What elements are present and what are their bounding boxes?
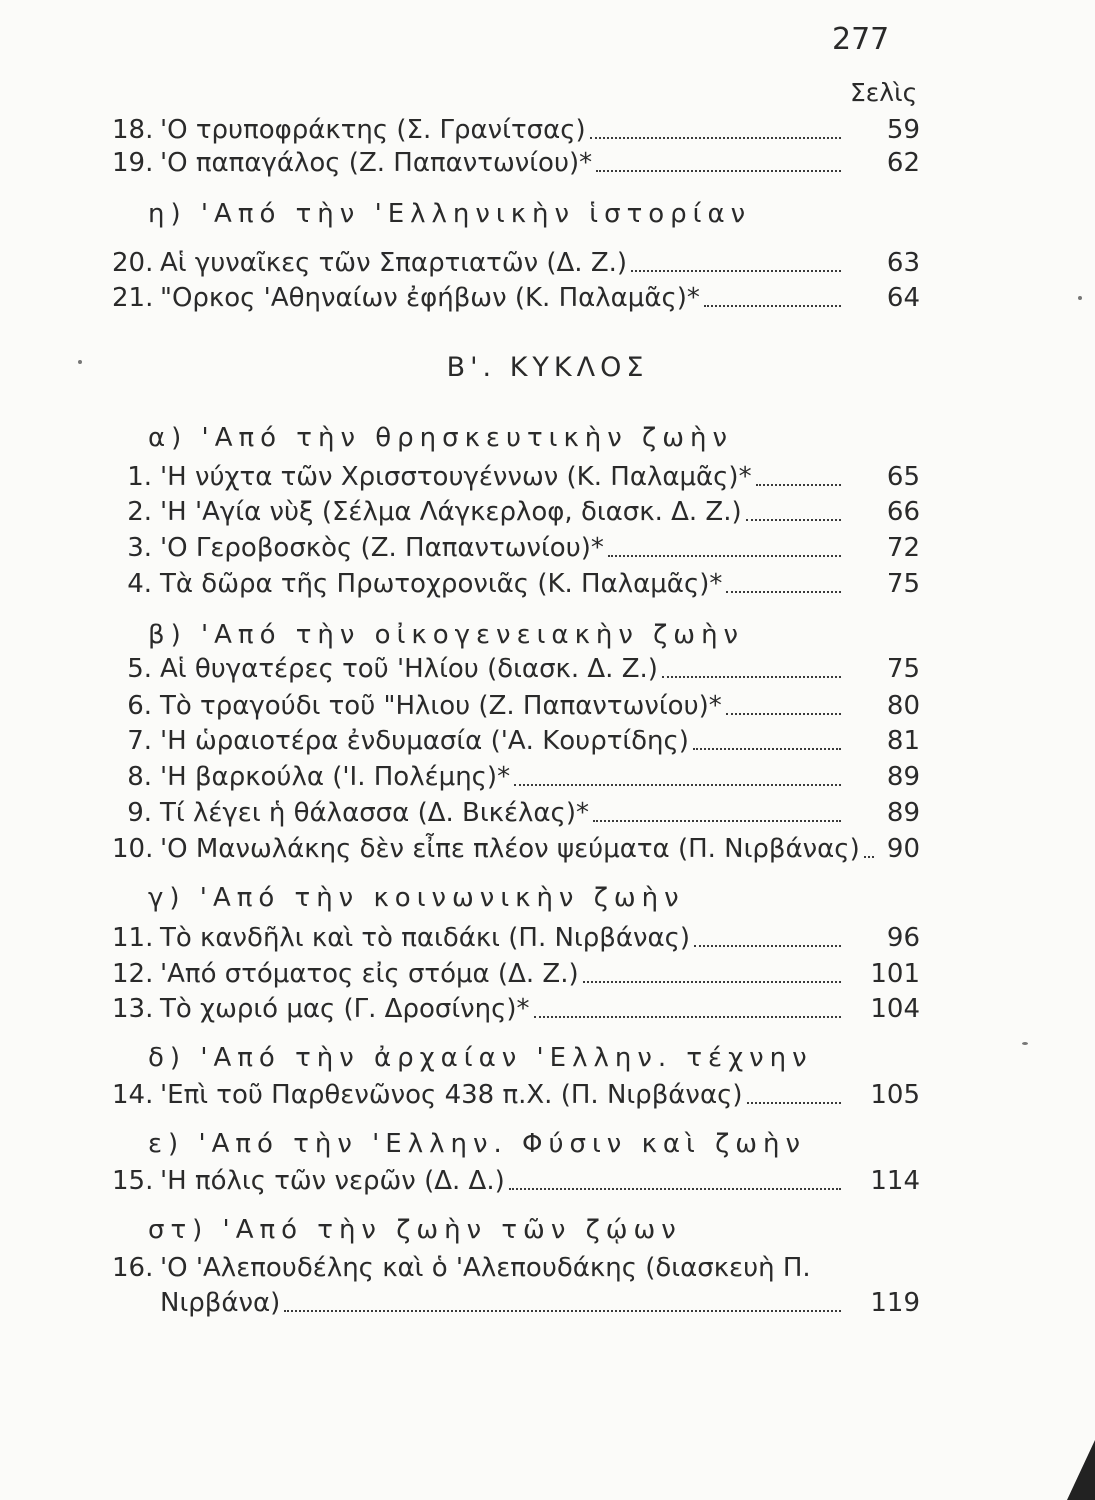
entry-title: Τὸ χωριό μας (Γ. Δροσίνης)*	[160, 994, 530, 1024]
subsection-heading	[0, 617, 1095, 653]
entry-title-container	[160, 723, 845, 759]
entry-title: 'Η 'Αγία νὺξ (Σέλμα Λάγκερλοφ, διασκ. Δ. Ζ.)	[160, 497, 742, 527]
entry-title-container	[160, 1285, 845, 1321]
toc-entry	[0, 566, 1095, 602]
subsection-heading-text: δ) 'Από τὴν ἀρχαίαν 'Ελλην. τέχνην	[148, 1043, 813, 1073]
page-number: 277	[832, 22, 890, 57]
leader-dots	[726, 688, 841, 715]
subsection-heading	[0, 420, 1095, 456]
subsection-heading-text: α) 'Από τὴν θρησκευτικὴν ζωὴν	[148, 423, 733, 453]
toc-entry	[0, 494, 1095, 530]
leader-dots	[583, 956, 841, 983]
entry-page-number: 101	[870, 959, 920, 989]
entry-number: 19.	[112, 148, 154, 178]
section-heading-text: Β'. ΚΥΚΛΟΣ	[446, 352, 649, 383]
entry-title: Τὸ τραγούδι τοῦ "Ηλιου (Ζ. Παπαντωνίου)*	[160, 691, 722, 721]
toc-entry	[0, 1163, 1095, 1199]
entry-number: 6.	[127, 691, 152, 721]
entry-title: Τὸ κανδῆλι καὶ τὸ παιδάκι (Π. Νιρβάνας)	[160, 923, 691, 953]
entry-page-number: 81	[886, 726, 920, 756]
entry-page-number: 114	[870, 1166, 920, 1196]
toc-entry	[0, 723, 1095, 759]
entry-number: 2.	[127, 497, 152, 527]
entry-number: 3.	[127, 533, 152, 563]
entry-number: 14.	[112, 1080, 154, 1110]
leader-dots	[726, 566, 841, 593]
entry-number: 12.	[112, 959, 154, 989]
entry-page-number: 96	[886, 923, 920, 953]
entry-number: 13.	[112, 994, 154, 1024]
entry-title: 'Η ὡραιοτέρα ἐνδυμασία ('Α. Κουρτίδης)	[160, 726, 689, 756]
entry-title: 'Από στόματος εἰς στόμα (Δ. Ζ.)	[160, 959, 579, 989]
scan-speck	[1022, 1042, 1028, 1045]
subsection-heading	[0, 1212, 1095, 1248]
entry-number: 9.	[127, 798, 152, 828]
leader-dots	[746, 494, 841, 521]
toc-entry	[0, 1077, 1095, 1113]
entry-title: 'Η νύχτα τῶν Χρισστουγέννων (Κ. Παλαμᾶς)*	[160, 462, 752, 492]
toc-entry	[0, 245, 1095, 281]
entry-number: 5.	[127, 654, 152, 684]
leader-dots	[596, 145, 841, 172]
entry-title: 'Επὶ τοῦ Παρθενῶνος 438 π.Χ. (Π. Νιρβάνας)	[160, 1080, 743, 1110]
entry-page-number: 65	[886, 462, 920, 492]
entry-title-container	[160, 1163, 845, 1199]
entry-page-number: 90	[886, 834, 920, 864]
entry-title-container	[160, 494, 845, 530]
entry-title: Τὰ δῶρα τῆς Πρωτοχρονιᾶς (Κ. Παλαμᾶς)*	[160, 569, 723, 599]
entry-page-number: 75	[886, 654, 920, 684]
toc-entry	[0, 530, 1095, 566]
toc-entry	[0, 1250, 1095, 1286]
entry-title: 'Ο τρυποφράκτης (Σ. Γρανίτσας)	[160, 115, 586, 145]
leader-dots	[514, 759, 841, 786]
leader-dots	[662, 651, 841, 678]
entry-title: Νιρβάνα)	[160, 1288, 281, 1318]
subsection-heading-text: ε) 'Από τὴν 'Ελλην. Φύσιν καὶ ζωὴν	[148, 1129, 807, 1159]
toc-entry	[0, 795, 1095, 831]
entry-title: 'Ο παπαγάλος (Ζ. Παπαντωνίου)*	[160, 148, 593, 178]
leader-dots	[747, 1077, 842, 1104]
entry-number: 10.	[112, 834, 154, 864]
entry-page-number: 119	[870, 1288, 920, 1318]
entry-title-container	[160, 831, 860, 867]
entry-page-number: 62	[886, 148, 920, 178]
entry-page-number: 75	[886, 569, 920, 599]
entry-number: 15.	[112, 1166, 154, 1196]
leader-dots	[590, 112, 841, 139]
toc-entry	[0, 831, 1095, 867]
subsection-heading	[0, 880, 1095, 916]
entry-page-number: 105	[870, 1080, 920, 1110]
leader-dots	[694, 920, 841, 947]
entry-page-number: 64	[886, 283, 920, 313]
entry-title-container	[160, 1077, 845, 1113]
leader-dots	[284, 1285, 841, 1312]
entry-title: "Ορκος 'Αθηναίων ἐφήβων (Κ. Παλαμᾶς)*	[160, 283, 700, 313]
toc-entry	[0, 920, 1095, 956]
entry-title: 'Ο Μανωλάκης δὲν εἶπε πλέον ψεύματα (Π. Νιρβάνας)	[160, 834, 860, 864]
entry-title: Τί λέγει ἡ θάλασσα (Δ. Βικέλας)*	[160, 798, 589, 828]
scan-speck	[1078, 296, 1082, 300]
entry-title: 'Ο 'Αλεπουδέλης καὶ ὁ 'Αλεπουδάκης (διασκευὴ Π.	[160, 1253, 811, 1283]
toc-entry	[0, 688, 1095, 724]
toc-entry-continuation	[0, 1285, 1095, 1321]
entry-title-container	[160, 956, 845, 992]
subsection-heading-text: στ) 'Από τὴν ζωὴν τῶν ζῴων	[148, 1215, 682, 1245]
entry-number: 7.	[127, 726, 152, 756]
entry-title-container	[160, 280, 845, 316]
entry-title: 'Η πόλις τῶν νερῶν (Δ. Δ.)	[160, 1166, 505, 1196]
toc-entry	[0, 280, 1095, 316]
entry-page-number: 66	[886, 497, 920, 527]
entry-title-container	[160, 459, 845, 495]
entry-number: 20.	[112, 248, 154, 278]
entry-page-number: 89	[886, 798, 920, 828]
entry-page-number: 63	[886, 248, 920, 278]
subsection-heading-text: β) 'Από τὴν οἰκογενειακὴν ζωὴν	[148, 620, 745, 650]
entry-title-container	[160, 1250, 845, 1286]
column-header: Σελὶς	[850, 78, 918, 107]
entry-title-container	[160, 795, 845, 831]
toc-entry	[0, 112, 1095, 148]
leader-dots	[509, 1163, 841, 1190]
toc-entry	[0, 759, 1095, 795]
entry-page-number: 104	[870, 994, 920, 1024]
toc-entry	[0, 651, 1095, 687]
subsection-heading-text: η) 'Από τὴν 'Ελληνικὴν ἱστορίαν	[148, 199, 752, 229]
entry-title: 'Η βαρκούλα ('Ι. Πολέμης)*	[160, 762, 511, 792]
entry-title-container	[160, 920, 845, 956]
leader-dots	[593, 795, 841, 822]
entry-title: Αἱ θυγατέρες τοῦ 'Ηλίου (διασκ. Δ. Ζ.)	[160, 654, 658, 684]
entry-number: 21.	[112, 283, 154, 313]
subsection-heading-text: γ) 'Από τὴν κοινωνικὴν ζωὴν	[148, 883, 685, 913]
entry-number: 1.	[127, 462, 152, 492]
entry-title-container	[160, 145, 845, 181]
entry-page-number: 59	[886, 115, 920, 145]
entry-number: 18.	[112, 115, 154, 145]
leader-dots	[608, 530, 841, 557]
entry-title-container	[160, 991, 845, 1027]
entry-number: 8.	[127, 762, 152, 792]
entry-title-container	[160, 530, 845, 566]
toc-entry	[0, 956, 1095, 992]
leader-dots	[631, 245, 841, 272]
subsection-heading	[0, 1040, 1095, 1076]
entry-title-container	[160, 651, 845, 687]
scan-speck	[78, 360, 82, 364]
entry-title-container	[160, 759, 845, 795]
entry-title-container	[160, 112, 845, 148]
entry-page-number: 89	[886, 762, 920, 792]
subsection-heading	[0, 196, 1095, 232]
entry-page-number: 72	[886, 533, 920, 563]
leader-dots	[756, 459, 841, 486]
toc-entry	[0, 459, 1095, 495]
section-heading	[0, 350, 1095, 386]
entry-page-number: 80	[886, 691, 920, 721]
toc-entry	[0, 991, 1095, 1027]
entry-number: 11.	[112, 923, 154, 953]
entry-title: 'Ο Γεροβοσκὸς (Ζ. Παπαντωνίου)*	[160, 533, 604, 563]
leader-dots	[534, 991, 841, 1018]
entry-title-container	[160, 566, 845, 602]
entry-number: 4.	[127, 569, 152, 599]
entry-number: 16.	[112, 1253, 154, 1283]
leader-dots	[704, 280, 841, 307]
leader-dots	[693, 723, 841, 750]
entry-title-container	[160, 245, 845, 281]
toc-entry	[0, 145, 1095, 181]
scan-corner-shadow	[1067, 1440, 1095, 1500]
subsection-heading	[0, 1126, 1095, 1162]
entry-title-container	[160, 688, 845, 724]
entry-title: Αἱ γυναῖκες τῶν Σπαρτιατῶν (Δ. Ζ.)	[160, 248, 628, 278]
